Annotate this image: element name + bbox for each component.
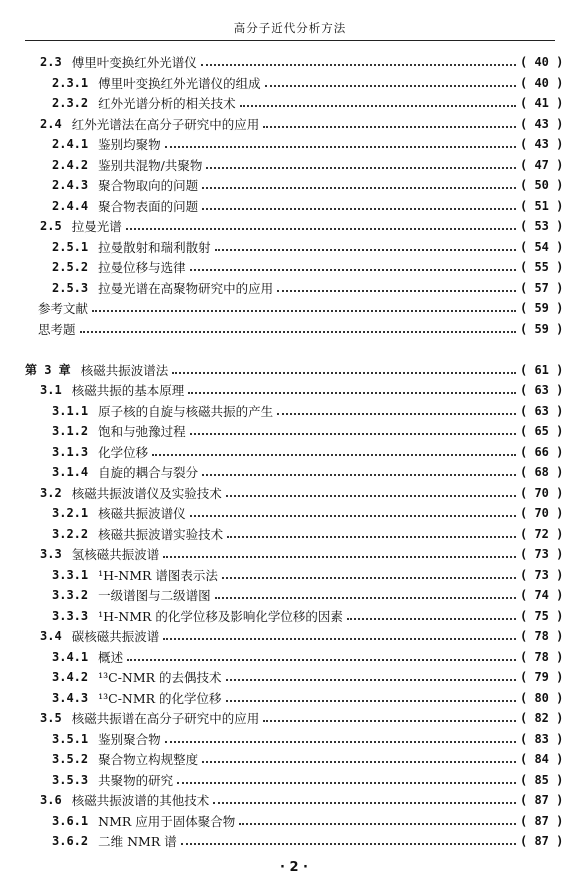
toc-entry-number: 2.3.1 bbox=[52, 75, 89, 90]
toc-entry bbox=[0, 483, 588, 503]
dot-leader bbox=[226, 495, 516, 497]
toc-entry-number: 3.4 bbox=[40, 629, 62, 643]
toc-entry-title: 鉴别聚合物 bbox=[98, 731, 161, 747]
toc-entry-title: 碳核磁共振波谱 bbox=[71, 629, 160, 644]
toc-entry-page: ( 85 ) bbox=[520, 772, 564, 787]
toc-entry-page: ( 80 ) bbox=[520, 690, 564, 705]
toc-entry-number: 3.3.2 bbox=[52, 588, 89, 602]
toc-entry bbox=[0, 831, 588, 851]
toc-entry-number: 2.5.2 bbox=[52, 260, 89, 274]
toc-entry-number: 2.5 bbox=[40, 219, 62, 233]
toc-entry bbox=[0, 257, 588, 277]
toc-entry bbox=[0, 729, 588, 749]
toc-entry-page: ( 59 ) bbox=[520, 321, 564, 336]
toc-entry-page: ( 54 ) bbox=[520, 239, 564, 254]
toc-entry-number: 3.3 bbox=[40, 547, 62, 561]
dot-leader bbox=[127, 659, 516, 661]
dot-leader bbox=[263, 126, 516, 128]
toc-entry-title: 原子核的自旋与核磁共振的产生 bbox=[98, 403, 274, 419]
toc-entry bbox=[0, 298, 588, 318]
dot-leader bbox=[227, 536, 516, 538]
toc-entry bbox=[0, 401, 588, 421]
toc-entry-title: ¹³C-NMR 的去偶技术 bbox=[98, 670, 222, 685]
toc-entry-page: ( 78 ) bbox=[520, 649, 564, 664]
toc-entry-page: ( 55 ) bbox=[520, 260, 564, 274]
toc-entry-page: ( 43 ) bbox=[520, 116, 564, 131]
dot-leader bbox=[240, 105, 516, 107]
toc-entry-number: 3.1 bbox=[40, 383, 62, 397]
toc-entry-number: 2.4 bbox=[40, 116, 62, 131]
toc-entry-title: 聚合物立构规整度 bbox=[98, 752, 199, 767]
toc-entry-title: 饱和与弛豫过程 bbox=[98, 424, 186, 439]
toc-entry-number: 3.5.1 bbox=[52, 731, 89, 746]
dot-leader bbox=[239, 823, 516, 825]
toc-entry-page: ( 73 ) bbox=[520, 547, 564, 561]
dot-leader bbox=[202, 208, 516, 210]
toc-entry-page: ( 68 ) bbox=[520, 465, 564, 479]
toc-entry-title: 化学位移 bbox=[98, 444, 149, 460]
toc-entry-title: 拉曼光谱 bbox=[71, 219, 122, 234]
dot-leader bbox=[213, 802, 516, 804]
toc-entry-page: ( 79 ) bbox=[520, 670, 564, 684]
toc-entry-page: ( 57 ) bbox=[520, 280, 564, 295]
running-header: 高分子近代分析方法 bbox=[25, 18, 555, 41]
toc-entry-page: ( 51 ) bbox=[520, 198, 564, 213]
dot-leader bbox=[190, 515, 516, 517]
toc-entry-title: 核磁共振谱在高分子研究中的应用 bbox=[71, 711, 260, 726]
dot-leader bbox=[181, 843, 516, 845]
dot-leader bbox=[222, 577, 516, 579]
toc-entry bbox=[0, 380, 588, 400]
toc-entry bbox=[0, 360, 588, 380]
toc-entry bbox=[0, 565, 588, 585]
toc-entry-number: 3.1.3 bbox=[52, 444, 89, 459]
dot-leader bbox=[202, 187, 516, 189]
toc-entry-title: 红外光谱分析的相关技术 bbox=[98, 96, 236, 111]
toc-entry bbox=[0, 196, 588, 216]
dot-leader bbox=[263, 720, 516, 722]
dot-leader bbox=[177, 782, 516, 784]
toc-entry-number: 3.1.4 bbox=[52, 465, 89, 479]
dot-leader bbox=[152, 454, 516, 456]
toc-entry bbox=[0, 73, 588, 93]
dot-leader bbox=[347, 618, 516, 620]
toc-entry-title: 氢核磁共振波谱 bbox=[71, 547, 160, 562]
toc-entry-title: 拉曼散射和瑞利散射 bbox=[98, 239, 211, 255]
toc-entry bbox=[0, 175, 588, 195]
page-number: · 2 · bbox=[280, 860, 308, 875]
toc-entry-page: ( 66 ) bbox=[520, 444, 564, 459]
dot-leader bbox=[92, 310, 516, 312]
toc-entry bbox=[0, 52, 588, 72]
toc-entry-number: 3.1.1 bbox=[52, 403, 89, 418]
toc-entry-number: 3.6.1 bbox=[52, 813, 89, 828]
toc-entry-title: 拉曼光谱在高聚物研究中的应用 bbox=[98, 280, 274, 296]
toc-entry-number: 2.4.2 bbox=[52, 157, 89, 172]
toc-entry bbox=[0, 93, 588, 113]
toc-entry-title: 一级谱图与二级谱图 bbox=[98, 588, 211, 603]
toc-entry-page: ( 41 ) bbox=[520, 96, 564, 110]
toc-entry-page: ( 70 ) bbox=[520, 506, 564, 520]
toc-entry-title: 核磁共振波谱仪及实验技术 bbox=[71, 485, 222, 501]
toc-entry-title: 核磁共振波谱仪 bbox=[98, 506, 186, 521]
toc-entry bbox=[0, 524, 588, 544]
toc-entry-page: ( 63 ) bbox=[520, 403, 564, 418]
toc-entry bbox=[0, 688, 588, 708]
toc-entry-title: 鉴别均聚物 bbox=[98, 137, 161, 152]
toc-entry-number: 2.3.2 bbox=[52, 96, 89, 110]
dot-leader bbox=[226, 679, 516, 681]
toc-entry bbox=[0, 667, 588, 687]
toc-entry-number: 3.6.2 bbox=[52, 834, 89, 848]
dot-leader bbox=[215, 249, 516, 251]
dot-leader bbox=[190, 269, 516, 271]
toc-entry-page: ( 84 ) bbox=[520, 752, 564, 766]
toc-entry-number: 第 3 章 bbox=[25, 363, 71, 377]
toc-entry-number: 3.2.1 bbox=[52, 506, 89, 520]
dot-leader bbox=[202, 761, 516, 763]
toc-entry bbox=[0, 544, 588, 564]
toc-entry bbox=[0, 421, 588, 441]
toc-entry-number: 2.4.1 bbox=[52, 137, 89, 151]
toc-entry-number: 3.4.3 bbox=[52, 690, 89, 705]
toc-entry-number: 3.5.3 bbox=[52, 772, 89, 787]
toc-entry-number: 3.2.2 bbox=[52, 526, 89, 541]
toc-entry-title: 参考文献 bbox=[38, 301, 89, 316]
toc-entry-page: ( 70 ) bbox=[520, 485, 564, 500]
toc-entry bbox=[0, 585, 588, 605]
toc-entry-page: ( 40 ) bbox=[520, 75, 564, 90]
toc-entry-page: ( 87 ) bbox=[520, 834, 564, 848]
toc-entry-number: 3.5.2 bbox=[52, 752, 89, 766]
dot-leader bbox=[165, 741, 516, 743]
toc-entry-page: ( 82 ) bbox=[520, 711, 564, 725]
toc-entry-page: ( 74 ) bbox=[520, 588, 564, 602]
toc-entry-number: 3.3.1 bbox=[52, 567, 89, 582]
toc-entry bbox=[0, 647, 588, 667]
dot-leader bbox=[126, 228, 516, 230]
toc-entry-number: 3.4.1 bbox=[52, 649, 89, 664]
toc-entry-title: 聚合物取向的问题 bbox=[98, 178, 199, 193]
toc-entry-number: 2.4.3 bbox=[52, 178, 89, 192]
toc-entry-number: 3.2 bbox=[40, 485, 62, 500]
toc-entry-page: ( 50 ) bbox=[520, 178, 564, 192]
toc-entry-page: ( 87 ) bbox=[520, 813, 564, 828]
toc-entry bbox=[0, 708, 588, 728]
toc-entry bbox=[0, 442, 588, 462]
toc-entry-title: 红外光谱法在高分子研究中的应用 bbox=[71, 116, 260, 132]
toc-entry-title: 傅里叶变换红外光谱仪的组成 bbox=[98, 75, 261, 91]
toc-entry bbox=[0, 237, 588, 257]
toc-entry-number: 3.6 bbox=[40, 793, 62, 807]
toc-entry-page: ( 61 ) bbox=[520, 362, 564, 377]
toc-entry-title: 思考题 bbox=[38, 321, 76, 337]
toc-entry-title: 共聚物的研究 bbox=[98, 772, 174, 788]
dot-leader bbox=[226, 700, 516, 702]
dot-leader bbox=[277, 413, 516, 415]
dot-leader bbox=[215, 597, 516, 599]
toc-entry bbox=[0, 503, 588, 523]
toc-entry-number: 3.4.2 bbox=[52, 670, 89, 684]
toc-entry bbox=[0, 790, 588, 810]
toc-entry bbox=[0, 216, 588, 236]
toc-entry-page: ( 47 ) bbox=[520, 157, 564, 172]
dot-leader bbox=[188, 392, 516, 394]
toc-entry bbox=[0, 626, 588, 646]
toc-entry-page: ( 73 ) bbox=[520, 567, 564, 582]
toc-entry bbox=[0, 114, 588, 134]
toc-entry bbox=[0, 278, 588, 298]
toc-entry-title: 概述 bbox=[98, 649, 124, 665]
toc-entry-page: ( 72 ) bbox=[520, 526, 564, 541]
toc-entry-page: ( 59 ) bbox=[520, 301, 564, 315]
toc-entry bbox=[0, 606, 588, 626]
dot-leader bbox=[165, 146, 516, 148]
dot-leader bbox=[172, 372, 516, 374]
toc-entry-title: 聚合物表面的问题 bbox=[98, 198, 199, 214]
toc-entry-page: ( 43 ) bbox=[520, 137, 564, 151]
toc-entry-title: 自旋的耦合与裂分 bbox=[98, 465, 199, 480]
dot-leader bbox=[202, 474, 516, 476]
dot-leader bbox=[80, 331, 516, 333]
toc-entry-page: ( 78 ) bbox=[520, 629, 564, 643]
toc-entry-number: 2.4.4 bbox=[52, 198, 89, 213]
toc-entry-title: 核磁共振波谱实验技术 bbox=[98, 526, 224, 542]
toc-entry-page: ( 65 ) bbox=[520, 424, 564, 438]
dot-leader bbox=[206, 167, 516, 169]
dot-leader bbox=[163, 556, 516, 558]
toc-entry-title: 核磁共振波谱的其他技术 bbox=[71, 793, 210, 808]
dot-leader bbox=[190, 433, 516, 435]
toc-entry-title: 核磁共振的基本原理 bbox=[71, 383, 185, 398]
toc-entry-number: 2.3 bbox=[40, 55, 62, 69]
toc-entry-title: 鉴别共混物/共聚物 bbox=[98, 157, 203, 173]
dot-leader bbox=[201, 64, 516, 66]
toc-entry bbox=[0, 319, 588, 339]
toc-entry-page: ( 53 ) bbox=[520, 219, 564, 233]
toc-entry-title: ¹³C-NMR 的化学位移 bbox=[98, 690, 222, 706]
toc-entry-page: ( 83 ) bbox=[520, 731, 564, 746]
toc-entry-title: ¹H-NMR 的化学位移及影响化学位移的因素 bbox=[98, 608, 343, 624]
toc-entry-page: ( 63 ) bbox=[520, 383, 564, 397]
toc-entry-page: ( 75 ) bbox=[520, 608, 564, 623]
toc-entry-number: 3.3.3 bbox=[52, 608, 89, 623]
dot-leader bbox=[163, 638, 516, 640]
toc-entry-number: 2.5.3 bbox=[52, 280, 89, 295]
toc-entry-title: 核磁共振波谱法 bbox=[80, 362, 169, 378]
toc-entry bbox=[0, 462, 588, 482]
toc-entry-page: ( 40 ) bbox=[520, 55, 564, 69]
toc-entry-title: ¹H-NMR 谱图表示法 bbox=[98, 567, 218, 583]
toc-entry-title: 傅里叶变换红外光谱仪 bbox=[71, 55, 197, 70]
toc-entry-number: 3.1.2 bbox=[52, 424, 89, 438]
toc-entry-page: ( 87 ) bbox=[520, 793, 564, 807]
toc-entry-title: NMR 应用于固体聚合物 bbox=[98, 813, 236, 829]
toc-entry bbox=[0, 749, 588, 769]
toc-entry-number: 3.5 bbox=[40, 711, 62, 725]
toc-entry bbox=[0, 770, 588, 790]
toc-entry-title: 拉曼位移与选律 bbox=[98, 260, 186, 275]
toc-entry-number: 2.5.1 bbox=[52, 239, 89, 254]
toc-entry bbox=[0, 811, 588, 831]
toc-entry bbox=[0, 134, 588, 154]
toc-entry bbox=[0, 155, 588, 175]
dot-leader bbox=[265, 85, 516, 87]
toc-entry-title: 二维 NMR 谱 bbox=[98, 834, 177, 849]
dot-leader bbox=[277, 290, 516, 292]
